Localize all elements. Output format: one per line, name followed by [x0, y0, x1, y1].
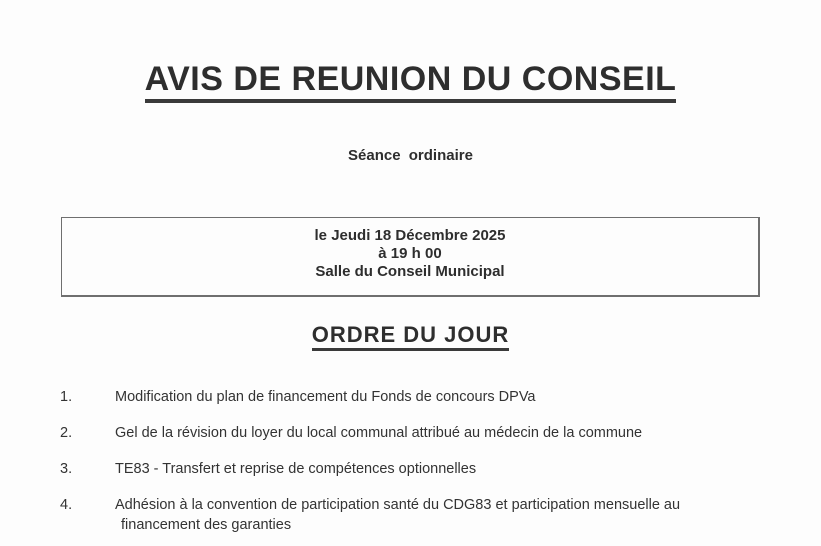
agenda-item-number: 2. — [60, 425, 73, 442]
subtitle-row — [0, 147, 821, 165]
agenda-item-text: TE83 - Transfert et reprise de compétences optionnelles — [115, 461, 477, 478]
title-row — [0, 0, 821, 103]
agenda-item-text: Modification du plan de financement du Fonds de concours DPVa — [115, 389, 536, 406]
agenda-heading: ORDRE DU JOUR — [312, 323, 510, 351]
meeting-info-box — [61, 217, 760, 297]
meeting-location: Salle du Conseil Municipal — [315, 263, 505, 280]
agenda-list — [60, 387, 821, 535]
meeting-date: le Jeudi 18 Décembre 2025 — [314, 227, 506, 244]
meeting-time: à 19 h 00 — [378, 245, 442, 262]
agenda-item-number: 1. — [60, 389, 73, 406]
agenda-item-text — [115, 495, 680, 535]
agenda-item-text-line1: Adhésion à la convention de participation santé du CDG83 et participation mensuelle au — [115, 497, 681, 514]
agenda-heading-row — [0, 323, 821, 351]
agenda-item-text-line2: financement des garanties — [121, 517, 292, 534]
agenda-item — [60, 387, 821, 407]
agenda-item-number: 3. — [60, 461, 73, 478]
agenda-item-text: Gel de la révision du loyer du local communal attribué au médecin de la commune — [115, 425, 643, 442]
agenda-item-number: 4. — [60, 497, 73, 514]
agenda-item — [60, 459, 821, 479]
agenda-item — [60, 423, 821, 443]
page-subtitle: Séance ordinaire — [348, 147, 473, 164]
agenda-item — [60, 495, 821, 535]
page-title: AVIS DE REUNION DU CONSEIL — [145, 62, 677, 103]
